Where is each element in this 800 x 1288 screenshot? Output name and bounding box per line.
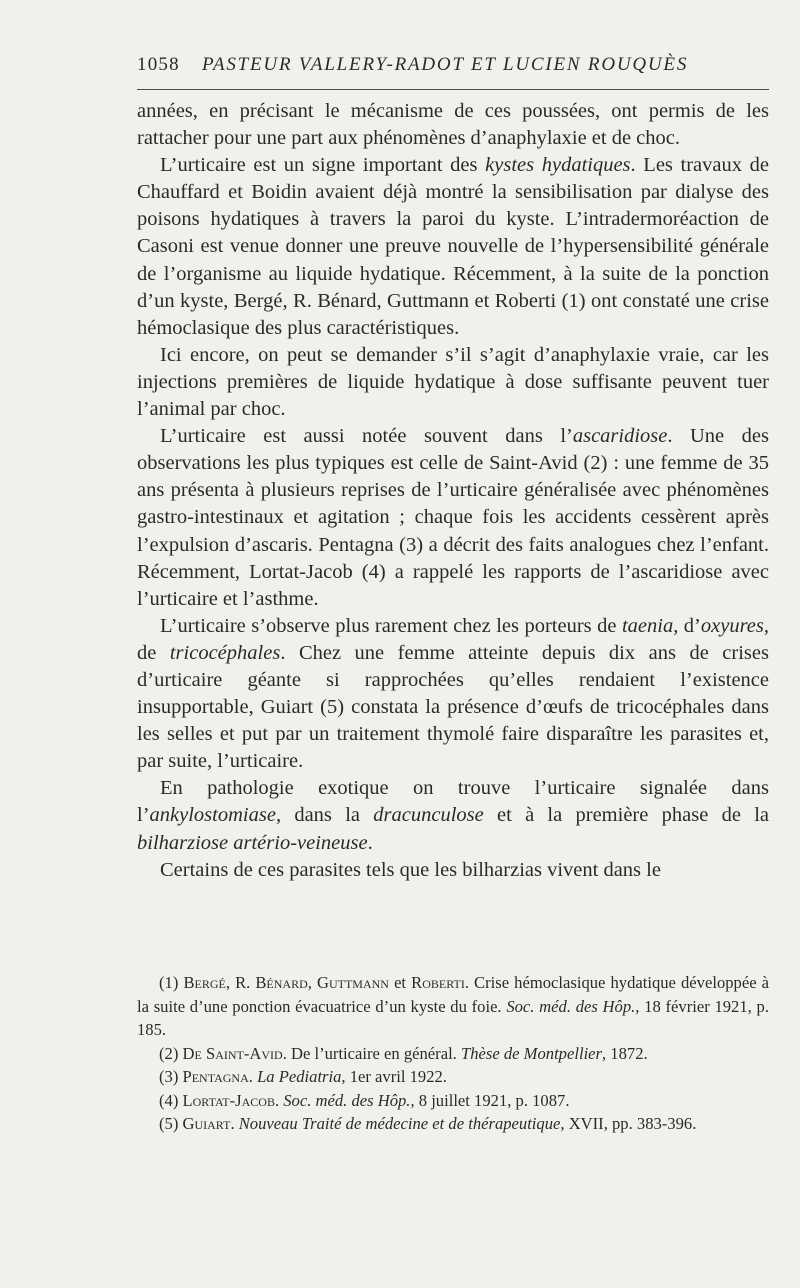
text-run: . Crise hémoclasique hydatique développée à la suite d’une ponction évacuatrice d’un kyste du foie. xyxy=(137,973,770,1016)
text-run: L’urticaire s’observe plus rarement chez les porteurs de xyxy=(160,614,622,637)
paragraph xyxy=(137,98,769,152)
text-run: , 1er avril 1922. xyxy=(341,1067,447,1086)
italic-text: ankylostomiase xyxy=(149,804,276,827)
body-text xyxy=(137,98,769,884)
paragraph xyxy=(137,342,769,423)
footnote xyxy=(137,1042,769,1066)
text-run: (3) xyxy=(159,1067,183,1086)
text-run: . De l’urticaire en général. xyxy=(282,1043,461,1063)
italic-text: ascaridiose xyxy=(572,425,668,448)
italic-text: Soc. méd. des Hôp. xyxy=(506,996,636,1016)
text-run: (1) xyxy=(159,973,184,992)
text-run: L’urticaire est aussi notée souvent dans l’ xyxy=(160,425,573,448)
footnote xyxy=(137,971,769,1042)
text-run: , XVII, pp. 383-396. xyxy=(560,1114,697,1133)
text-run: , 8 juillet 1921, p. 1087. xyxy=(410,1090,570,1110)
text-run: . Chez une femme atteinte depuis dix ans de crises d’urticaire géante si rapprochées qu’elles rendaient l’existence insupportable, Guiart (5) constata la présence d’œufs de tricocéphales dans les selles et put par un traitement thymolé faire disparaître les parasites et, par suite, l’urticaire. xyxy=(137,641,769,773)
italic-text: Soc. méd. des Hôp. xyxy=(283,1090,411,1110)
running-head: PASTEUR VALLERY-RADOT ET LUCIEN ROUQUÈS xyxy=(202,54,689,75)
paragraph xyxy=(137,152,769,342)
text-run: . Les travaux de Chauffard et Boidin avaient déjà montré la sensibilisation par dialyse des poisons hydatiques à travers la paroi du kyste. L’intradermoréaction de Casoni est venue donner une preuve nouvelle de l’hypersensibilité générale de l’organisme au liquide hydatique. Récemment, à la suite de la ponction d’un kyste, Bergé, R. Bénard, Guttmann et Roberti (1) ont constaté une crise hémoclasique des plus caractéristiques. xyxy=(137,154,769,339)
author-name: De Saint-Avid xyxy=(182,1043,283,1063)
footnote xyxy=(137,1089,769,1113)
text-run: . xyxy=(367,831,373,854)
italic-text: kystes hydatiques xyxy=(485,154,631,177)
author-name: Lortat-Jacob xyxy=(182,1090,275,1110)
footnotes xyxy=(137,971,769,1136)
text-run: et xyxy=(388,973,412,992)
text-run: . Une des observations les plus typiques est celle de Saint-Avid (2) : une femme de 35 ans présenta à plusieurs reprises de l’urticaire généralisée avec phénomènes gastro-intestinaux et agitation ; chaque fois les accidents cessèrent après l’expulsion d’ascaris. Pentagna (3) a décrit des faits analogues chez l’enfant. Récemment, Lortat-Jacob (4) a rappelé les rapports de l’ascaridiose avec l’urticaire et l’asthme. xyxy=(137,425,769,610)
author-name: Guiart xyxy=(182,1114,231,1133)
header-rule xyxy=(137,89,769,90)
italic-text: tricocéphales xyxy=(169,641,281,664)
text-run: (2) xyxy=(159,1043,183,1063)
text-run: En pathologie exotique on trouve l’urticaire signalée dans l’ xyxy=(137,777,769,827)
text-run: , d’ xyxy=(673,614,701,637)
author-name: Roberti xyxy=(411,973,465,992)
text-run: L’urticaire est un signe important des xyxy=(160,154,486,177)
text-run: et à la première phase de la xyxy=(483,804,769,827)
author-name: Bergé, R. Bénard, Guttmann xyxy=(183,973,389,992)
text-run: . xyxy=(248,1067,258,1086)
author-name: Pentagna xyxy=(182,1067,249,1086)
italic-text: Thèse de Montpellier xyxy=(460,1043,602,1063)
text-run: (4) xyxy=(159,1090,183,1110)
text-run: , 1872. xyxy=(602,1043,648,1063)
text-run: (5) xyxy=(159,1114,183,1133)
italic-text: taenia xyxy=(621,614,674,637)
paragraph xyxy=(137,613,769,776)
italic-text: La Pediatria xyxy=(257,1067,342,1086)
italic-text: dracunculose xyxy=(373,804,484,827)
footnote xyxy=(137,1112,769,1136)
text-run: années, en précisant le mécanisme de ces poussées, ont permis de les rattacher pour une part aux phénomènes d’anaphylaxie et de choc. xyxy=(137,100,769,150)
italic-text: Nouveau Traité de médecine et de thérapeutique xyxy=(238,1114,561,1133)
text-run: Certains de ces parasites tels que les bilharzias vivent dans le xyxy=(160,858,661,881)
paragraph xyxy=(137,775,769,856)
text-run: , 18 février 1921, p. 185. xyxy=(137,996,769,1039)
footnote xyxy=(137,1065,769,1089)
text-run: . xyxy=(230,1114,239,1133)
text-run: , de xyxy=(137,614,770,664)
paragraph xyxy=(137,857,769,884)
text-run: , dans la xyxy=(275,804,374,827)
paragraph xyxy=(137,423,769,613)
text-run: . xyxy=(274,1090,284,1110)
text-run: Ici encore, on peut se demander s’il s’agit d’anaphylaxie vraie, car les injections premières de liquide hydatique à dose suffisante peuvent tuer l’animal par choc. xyxy=(137,343,769,421)
italic-text: oxyures xyxy=(700,614,764,637)
page-number: 1058 xyxy=(137,54,180,75)
italic-text: bilharziose artério-veineuse xyxy=(137,831,368,854)
